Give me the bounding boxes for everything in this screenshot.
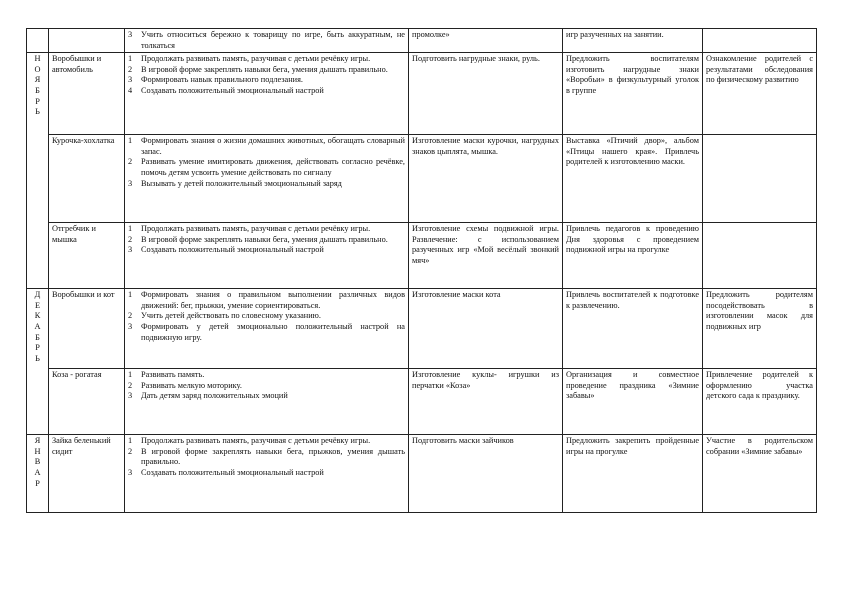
game-name: Воробышки и автомобиль <box>49 53 125 135</box>
game-name: Воробышки и кот <box>49 289 125 369</box>
month-letter: Б <box>35 85 40 95</box>
task-number: 3 <box>128 467 133 477</box>
parents-work-cell <box>703 29 817 53</box>
task-list <box>128 436 405 478</box>
task-item <box>128 235 405 246</box>
task-text: Вызывать у детей положительный эмоциональный заряд <box>141 178 342 188</box>
task-text: Создавать положительный эмоциональный настрой <box>141 245 324 255</box>
task-text: Учить детей действовать по словесному указанию. <box>141 311 321 321</box>
teachers-work-cell: Предложить воспитателям изготовить нагрудные знаки «Воробьи» в физкультурный уголок в группе <box>563 53 703 135</box>
month-letter: Р <box>35 478 40 488</box>
game-name <box>49 29 125 53</box>
task-number: 3 <box>128 178 133 188</box>
task-text: Продолжать развивать память, разучивая с детьми речёвку игры. <box>141 54 371 64</box>
month-letter: Р <box>35 96 40 106</box>
game-name: Отгребчик и мышка <box>49 223 125 289</box>
task-text: Продолжать развивать память, разучивая с детьми речёвку игры. <box>141 436 371 446</box>
task-text: Формировать навык правильного подлезания. <box>141 75 303 85</box>
month-letter: Р <box>35 343 40 353</box>
task-number: 2 <box>128 234 133 244</box>
tasks-cell <box>125 223 409 289</box>
parents-work-cell: Ознакомление родителей с результатами обследования по физическому развитию <box>703 53 817 135</box>
task-list <box>128 370 405 402</box>
task-item <box>128 322 405 343</box>
month-letter: Б <box>35 332 40 342</box>
task-text: Развивать мелкую моторику. <box>141 380 242 390</box>
parents-work-cell: Привлечение родителей к оформлению участка детского сада к празднику. <box>703 369 817 435</box>
task-text: Развивать память. <box>141 370 205 380</box>
task-list <box>128 54 405 96</box>
teachers-work-cell: Выставка «Птичий двор», альбом «Птицы нашего края». Привлечь родителей к изготовлению маски. <box>563 135 703 223</box>
month-letter: К <box>34 311 41 321</box>
task-item <box>128 290 405 311</box>
task-number: 3 <box>128 321 133 331</box>
task-text: Формировать знания о правильном выполнении различных видов движений: бег, прыжки, умение сориентироваться. <box>141 290 405 310</box>
tasks-cell <box>125 53 409 135</box>
tasks-cell <box>125 369 409 435</box>
parents-work-cell: Участие в родительском собрании «Зимние забавы» <box>703 435 817 513</box>
task-item <box>128 447 405 468</box>
month-letter: О <box>34 64 41 74</box>
task-list <box>128 136 405 189</box>
task-item <box>128 468 405 479</box>
subject-environment-cell: промолке» <box>409 29 563 53</box>
task-text: В игровой форме закреплять навыки бега, умения дышать правильно. <box>141 64 388 74</box>
table-row <box>27 29 817 53</box>
task-text: Продолжать развивать память, разучивая с детьми речёвку игры. <box>141 224 371 234</box>
task-item <box>128 224 405 235</box>
task-item <box>128 86 405 97</box>
game-name: Курочка-хохлатка <box>49 135 125 223</box>
task-text: Дать детям заряд положительных эмоций <box>141 391 288 401</box>
task-number: 2 <box>128 64 133 74</box>
table-row <box>27 369 817 435</box>
month-letter: Н <box>34 446 41 456</box>
teachers-work-cell: игр разученных на занятии. <box>563 29 703 53</box>
task-item <box>128 54 405 65</box>
task-item <box>128 245 405 256</box>
task-number: 1 <box>128 54 133 64</box>
month-letter: Н <box>34 54 41 64</box>
month-letter: Я <box>34 75 41 85</box>
task-number: 4 <box>128 85 133 95</box>
table-row <box>27 135 817 223</box>
task-item <box>128 65 405 76</box>
table-row <box>27 53 817 135</box>
month-letter: Ь <box>35 353 40 363</box>
task-text: Формировать у детей эмоционально положительный настрой на подвижную игру. <box>141 321 405 342</box>
game-name: Коза - рогатая <box>49 369 125 435</box>
task-text: В игровой форме закреплять навыки бега, умения дышать правильно. <box>141 234 388 244</box>
tasks-cell <box>125 135 409 223</box>
task-number: 2 <box>128 380 133 390</box>
subject-environment-cell: Изготовление маски курочки, нагрудных знаков цыплята, мышка. <box>409 135 563 223</box>
task-text: Развивать умение имитировать движения, действовать согласно речёвке, помочь детям усвоить умение действовать по сигналу <box>141 157 405 177</box>
subject-environment-cell: Подготовить нагрудные знаки, руль. <box>409 53 563 135</box>
task-item <box>128 381 405 392</box>
parents-work-cell <box>703 135 817 223</box>
task-item <box>128 30 405 51</box>
task-number: 2 <box>128 311 133 321</box>
task-item <box>128 75 405 86</box>
task-number: 3 <box>128 75 133 85</box>
task-number: 2 <box>128 446 133 456</box>
table-row <box>27 289 817 369</box>
month-letter: А <box>34 467 41 477</box>
task-number: 3 <box>128 245 133 255</box>
month-cell <box>27 53 49 289</box>
teachers-work-cell: Привлечь педагогов к проведению Дня здоровья с проведением подвижной игры на прогулке <box>563 223 703 289</box>
month-cell <box>27 289 49 435</box>
month-letter: Ь <box>35 107 40 117</box>
month-letter: Я <box>34 436 41 446</box>
subject-environment-cell: Подготовить маски зайчиков <box>409 435 563 513</box>
subject-environment-cell: Изготовление схемы подвижной игры. Развлечение: с использованием разученных игр «Мой весёлый звонкий мяч» <box>409 223 563 289</box>
month-cell <box>27 435 49 513</box>
tasks-cell <box>125 435 409 513</box>
task-text: Создавать положительный эмоциональный настрой <box>141 85 324 95</box>
task-number: 3 <box>128 30 133 39</box>
subject-environment-cell: Изготовление куклы- игрушки из перчатки «Коза» <box>409 369 563 435</box>
task-list <box>128 30 405 51</box>
task-item <box>128 179 405 190</box>
task-number: 3 <box>128 391 133 401</box>
task-number: 2 <box>128 157 133 167</box>
month-letter: Д <box>34 290 41 300</box>
task-number: 1 <box>128 290 133 300</box>
task-text: Создавать положительный эмоциональный настрой <box>141 467 324 477</box>
task-text: Учить относиться бережно к товарищу по игре, быть аккуратным, не толкаться <box>141 30 405 50</box>
task-number: 1 <box>128 370 133 380</box>
month-letter: А <box>34 321 41 331</box>
table-row <box>27 223 817 289</box>
table-row <box>27 435 817 513</box>
teachers-work-cell: Предложить закрепить пройденные игры на прогулке <box>563 435 703 513</box>
tasks-cell <box>125 29 409 53</box>
task-item <box>128 157 405 178</box>
task-number: 1 <box>128 436 133 446</box>
parents-work-cell: Предложить родителям посодействовать в изготовлении масок для подвижных игр <box>703 289 817 369</box>
task-item <box>128 136 405 157</box>
month-cell <box>27 29 49 53</box>
subject-environment-cell: Изготовление маски кота <box>409 289 563 369</box>
game-name: Зайка беленький сидит <box>49 435 125 513</box>
parents-work-cell <box>703 223 817 289</box>
task-number: 1 <box>128 224 133 234</box>
teachers-work-cell: Организация и совместное проведение праздника «Зимние забавы» <box>563 369 703 435</box>
month-letter: Е <box>34 300 41 310</box>
task-item <box>128 436 405 447</box>
task-item <box>128 370 405 381</box>
planning-table-body <box>27 29 817 513</box>
task-item <box>128 311 405 322</box>
task-number: 1 <box>128 136 133 146</box>
task-list <box>128 224 405 256</box>
teachers-work-cell: Привлечь воспитателей к подготовке к развлечению. <box>563 289 703 369</box>
planning-table <box>26 28 817 513</box>
month-letter: В <box>34 457 41 467</box>
tasks-cell <box>125 289 409 369</box>
task-text: Формировать знания о жизни домашних животных, обогащать словарный запас. <box>141 136 405 156</box>
task-item <box>128 391 405 402</box>
task-text: В игровой форме закреплять навыки бега, прыжков, умения дышать правильно. <box>141 446 405 467</box>
task-list <box>128 290 405 343</box>
